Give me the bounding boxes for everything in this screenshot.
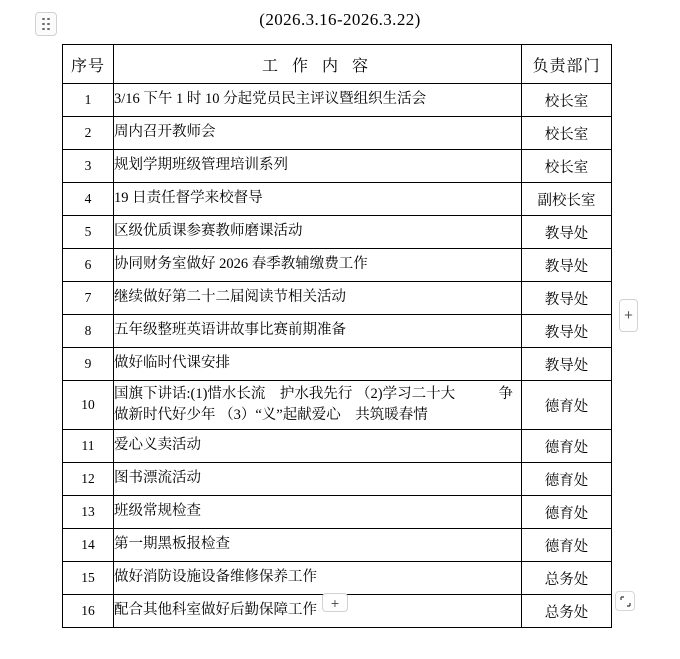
schedule-table-container (62, 44, 611, 628)
table-row (63, 183, 612, 216)
cell-sequence-number[interactable]: 4 (63, 183, 114, 216)
column-header-dept: 负责部门 (522, 45, 612, 84)
table-row (63, 430, 612, 463)
table-row (63, 381, 612, 430)
table-header (63, 45, 612, 84)
cell-sequence-number[interactable]: 9 (63, 348, 114, 381)
cell-department[interactable]: 德育处 (522, 529, 612, 562)
cell-sequence-number[interactable]: 6 (63, 249, 114, 282)
cell-department[interactable]: 德育处 (522, 381, 612, 430)
table-row (63, 562, 612, 595)
table-row (63, 249, 612, 282)
cell-task-content[interactable]: 做好临时代课安排 (114, 348, 522, 381)
cell-task-content[interactable]: 图书漂流活动 (114, 463, 522, 496)
cell-department[interactable]: 教导处 (522, 348, 612, 381)
cell-task-content[interactable]: 区级优质课参赛教师磨课活动 (114, 216, 522, 249)
table-row (63, 529, 612, 562)
cell-sequence-number[interactable]: 16 (63, 595, 114, 628)
table-row (63, 463, 612, 496)
cell-sequence-number[interactable]: 14 (63, 529, 114, 562)
cell-task-content[interactable]: 协同财务室做好 2026 春季教辅缴费工作 (114, 249, 522, 282)
add-row-button[interactable]: + (322, 593, 348, 612)
cell-department[interactable]: 德育处 (522, 430, 612, 463)
schedule-table (62, 44, 612, 628)
cell-department[interactable]: 副校长室 (522, 183, 612, 216)
cell-department[interactable]: 德育处 (522, 463, 612, 496)
cell-sequence-number[interactable]: 12 (63, 463, 114, 496)
cell-department[interactable]: 总务处 (522, 562, 612, 595)
table-row (63, 150, 612, 183)
table-row (63, 496, 612, 529)
page-title: (2026.3.16-2026.3.22) (259, 10, 421, 29)
table-row (63, 348, 612, 381)
table-body (63, 84, 612, 628)
table-row (63, 84, 612, 117)
add-column-button[interactable]: + (619, 299, 638, 332)
cell-sequence-number[interactable]: 5 (63, 216, 114, 249)
cell-task-content[interactable]: 爱心义卖活动 (114, 430, 522, 463)
cell-task-content[interactable] (114, 381, 522, 430)
cell-task-content[interactable]: 五年级整班英语讲故事比赛前期准备 (114, 315, 522, 348)
cell-department[interactable]: 校长室 (522, 150, 612, 183)
cell-department[interactable]: 德育处 (522, 496, 612, 529)
cell-task-content[interactable]: 继续做好第二十二届阅读节相关活动 (114, 282, 522, 315)
cell-department[interactable]: 校长室 (522, 84, 612, 117)
cell-sequence-number[interactable]: 1 (63, 84, 114, 117)
column-header-no: 序号 (63, 45, 114, 84)
cell-department[interactable]: 教导处 (522, 216, 612, 249)
cell-task-content[interactable]: 做好消防设施设备维修保养工作 (114, 562, 522, 595)
cell-task-content[interactable]: 3/16 下午 1 时 10 分起党员民主评议暨组织生活会 (114, 84, 522, 117)
cell-department[interactable]: 校长室 (522, 117, 612, 150)
resize-corner-icon (620, 596, 631, 607)
cell-department[interactable]: 教导处 (522, 315, 612, 348)
cell-task-content[interactable]: 周内召开教师会 (114, 117, 522, 150)
cell-sequence-number[interactable]: 11 (63, 430, 114, 463)
cell-department[interactable]: 教导处 (522, 249, 612, 282)
table-resize-handle[interactable] (615, 591, 635, 611)
cell-task-content[interactable]: 配合其他科室做好后勤保障工作 (114, 595, 522, 628)
cell-sequence-number[interactable]: 3 (63, 150, 114, 183)
cell-sequence-number[interactable]: 15 (63, 562, 114, 595)
table-row (63, 216, 612, 249)
cell-sequence-number[interactable]: 8 (63, 315, 114, 348)
column-header-task: 工 作 内 容 (114, 45, 522, 84)
cell-sequence-number[interactable]: 2 (63, 117, 114, 150)
cell-sequence-number[interactable]: 10 (63, 381, 114, 430)
table-row (63, 117, 612, 150)
task-line-segment: 争 (498, 385, 513, 402)
cell-task-content[interactable]: 19 日责任督学来校督导 (114, 183, 522, 216)
table-row (63, 282, 612, 315)
cell-department[interactable]: 总务处 (522, 595, 612, 628)
cell-department[interactable]: 教导处 (522, 282, 612, 315)
task-line: 做新时代好少年 （3）“义”起献爱心 共筑暖春情 (114, 407, 428, 423)
task-line (114, 384, 521, 405)
cell-sequence-number[interactable]: 13 (63, 496, 114, 529)
table-row (63, 315, 612, 348)
cell-task-content[interactable]: 规划学期班级管理培训系列 (114, 150, 522, 183)
cell-task-content[interactable]: 第一期黑板报检查 (114, 529, 522, 562)
cell-task-content[interactable]: 班级常规检查 (114, 496, 522, 529)
table-header-row (63, 45, 612, 84)
cell-sequence-number[interactable]: 7 (63, 282, 114, 315)
task-line-segment: 国旗下讲话:(1)惜水长流 护水我先行 （2)学习二十大 (114, 385, 456, 402)
